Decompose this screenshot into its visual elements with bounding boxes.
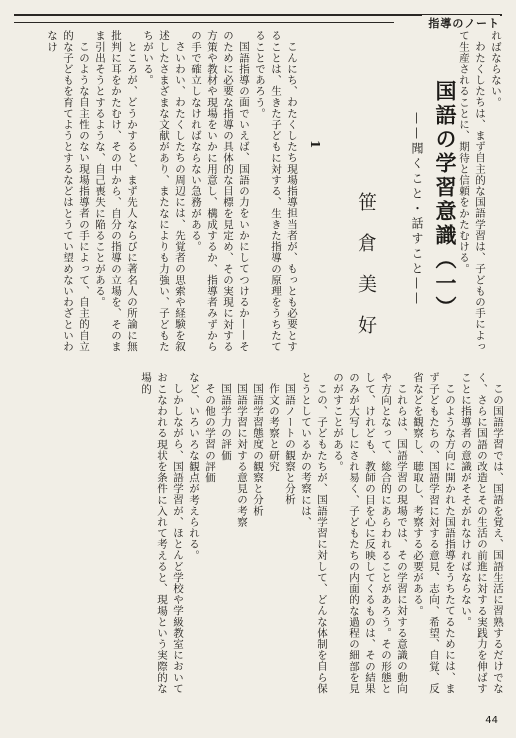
list-item: 国語学力の評価 (220, 382, 232, 461)
header-rule (14, 22, 394, 23)
paragraph: ればならない。 (490, 30, 502, 108)
right-top-column-text (458, 30, 504, 360)
running-head: 指導のノート (422, 15, 500, 31)
paragraph: わたくしたちは、まず自主的な国語学習は、子どもの手によって生産されることに、期待と信頼をかたむける。 (458, 30, 486, 352)
section-number: 1 (308, 140, 322, 149)
paragraph: 国語指導の面でいえば、国語の力をいかにしてつけるか——そのために必要な指導の具体的な目標を見定め、その実現に対する方策や教材や現場をいかに用意し、構成するか、指導者みずからの手で確立しなければならない急務がある。 (190, 30, 250, 352)
title-block (330, 72, 460, 362)
paragraph: これらは、国語学習の現場では、その学習に対する意識の動向や方向となって、総合的にあらわれることがあろう。その形態として、けれども、教師の目を心に反映してくるものは、その結果のみが大写しにされ易く、子どもたちの内面的な過程の細部を見のがすことがある。 (332, 372, 408, 694)
left-column-text (10, 30, 300, 360)
paragraph: など、いろいろな観点が考えられる。 (188, 372, 200, 561)
list-item: 国語学習に対する意見の考察 (236, 382, 248, 527)
paragraph: こんにち、わたくしたち現場指導担当者が、もっとも必要とすることは、生きた子どもに対する、生きた指導の原理をうちたてることであろう。 (254, 30, 298, 352)
paragraph: この国語学習では、国語を覚え、国語生活に習熟するだけでなく、さらに国語の改造とその生活の前進に対する実践力を伸ばすことに指導者の意識がそそがれなければならない。 (460, 372, 504, 694)
author-name: 笹倉美好 (355, 192, 377, 356)
paragraph: さいわい、わたくしたちの周辺には、先覚者の思索や経験を叙述したさまざまな文献があり、またなによりも力強い、子どもたちがいる。 (142, 30, 186, 352)
paragraph: ところが、どうかすると、まず先人ならびに著名人の所論に無批判に耳をかたむけ、その中から、自分の指導の立場を、そのまま引出そうとするような、自己喪失に陥ることがある。 (94, 30, 138, 352)
list-item: 国語学習態度の観察と分析 (252, 382, 264, 516)
article-title: 国語の学習意識（一） (433, 80, 458, 320)
page-number: 44 (485, 715, 498, 726)
list-item: 作文の考察と研究 (268, 382, 280, 472)
lower-text-block (140, 372, 506, 702)
list-item: その他の学習の評価 (204, 382, 216, 483)
paragraph: しかしながら、国語学習が、ほとんど学校や学級教室においておこなわれる現状を条件に入れて考えると、現場という実際的な場的 (140, 372, 184, 694)
paragraph: この、子どもたちが、国語学習に対して、どんな体制を自ら保とうとしているかの考察には、 (300, 372, 328, 694)
paragraph: このような自主性のない現場指導者の手によって、自主的自立的な子どもを育てようとするなどはとうてい望めないわざといわなけ (46, 30, 90, 352)
paragraph: このような方向に開かれた国語指導をうちたてるためには、まず子どもたちの、国語学習に対する意見、志向、希望、自覚、反省などを観察し、聴取し、考察する必要がある。 (412, 372, 456, 694)
list-item: 国語ノートの観察と分析 (284, 382, 296, 505)
article-subtitle: ——聞くこと・話すこと—— (410, 112, 424, 307)
